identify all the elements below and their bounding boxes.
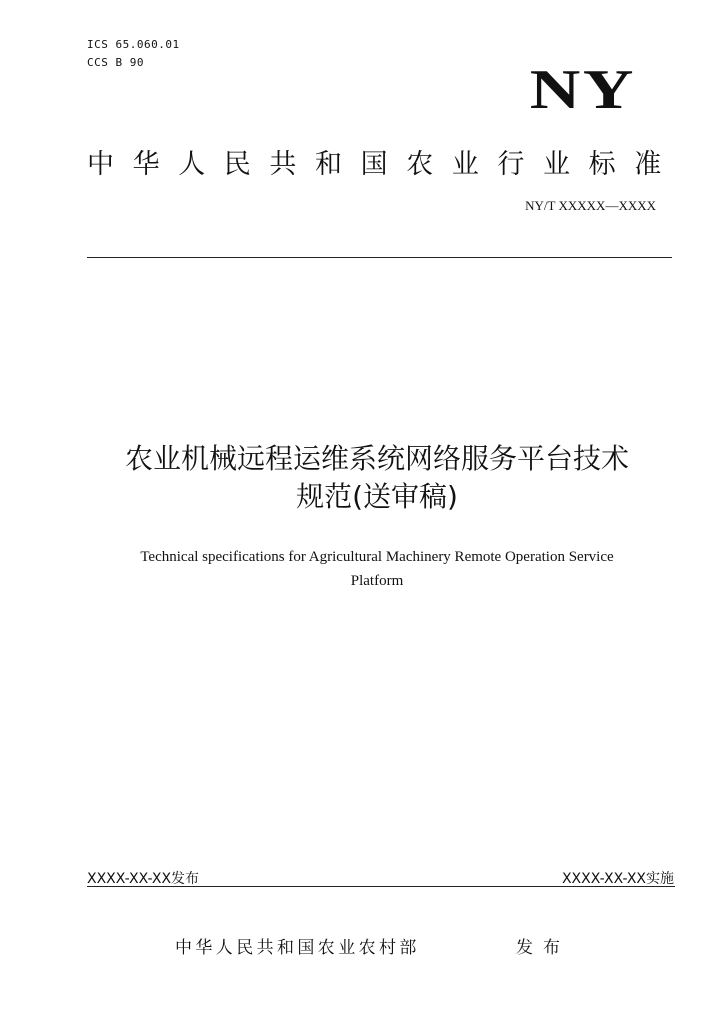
standard-type-heading: 中华人民共和国农业行业标准 xyxy=(87,149,680,180)
issue-label: 发布 xyxy=(516,938,570,958)
title-zh-line-2: 规范(送审稿) xyxy=(296,480,458,513)
title-zh-line-1: 农业机械远程运维系统网络服务平台技术 xyxy=(124,442,629,475)
document-title-english xyxy=(80,545,674,593)
header-divider xyxy=(87,257,672,258)
publish-date: XXXX-XX-XX发布 xyxy=(87,871,200,887)
document-title-chinese xyxy=(60,440,694,516)
implementation-date: XXXX-XX-XX实施 xyxy=(561,871,674,887)
title-en-line-1: Technical specifications for Agricultural Machinery Remote Operation Service xyxy=(140,549,614,565)
footer-divider xyxy=(87,886,675,887)
ccs-code: CCS B 90 xyxy=(87,56,144,69)
title-en-line-2: Platform xyxy=(350,573,404,589)
ny-logo: NY xyxy=(529,59,636,121)
issuing-authority: 中华人民共和国农业农村部 xyxy=(175,938,420,958)
standard-number: NY/T XXXXX—XXXX xyxy=(525,198,656,213)
ics-code: ICS 65.060.01 xyxy=(87,38,180,51)
